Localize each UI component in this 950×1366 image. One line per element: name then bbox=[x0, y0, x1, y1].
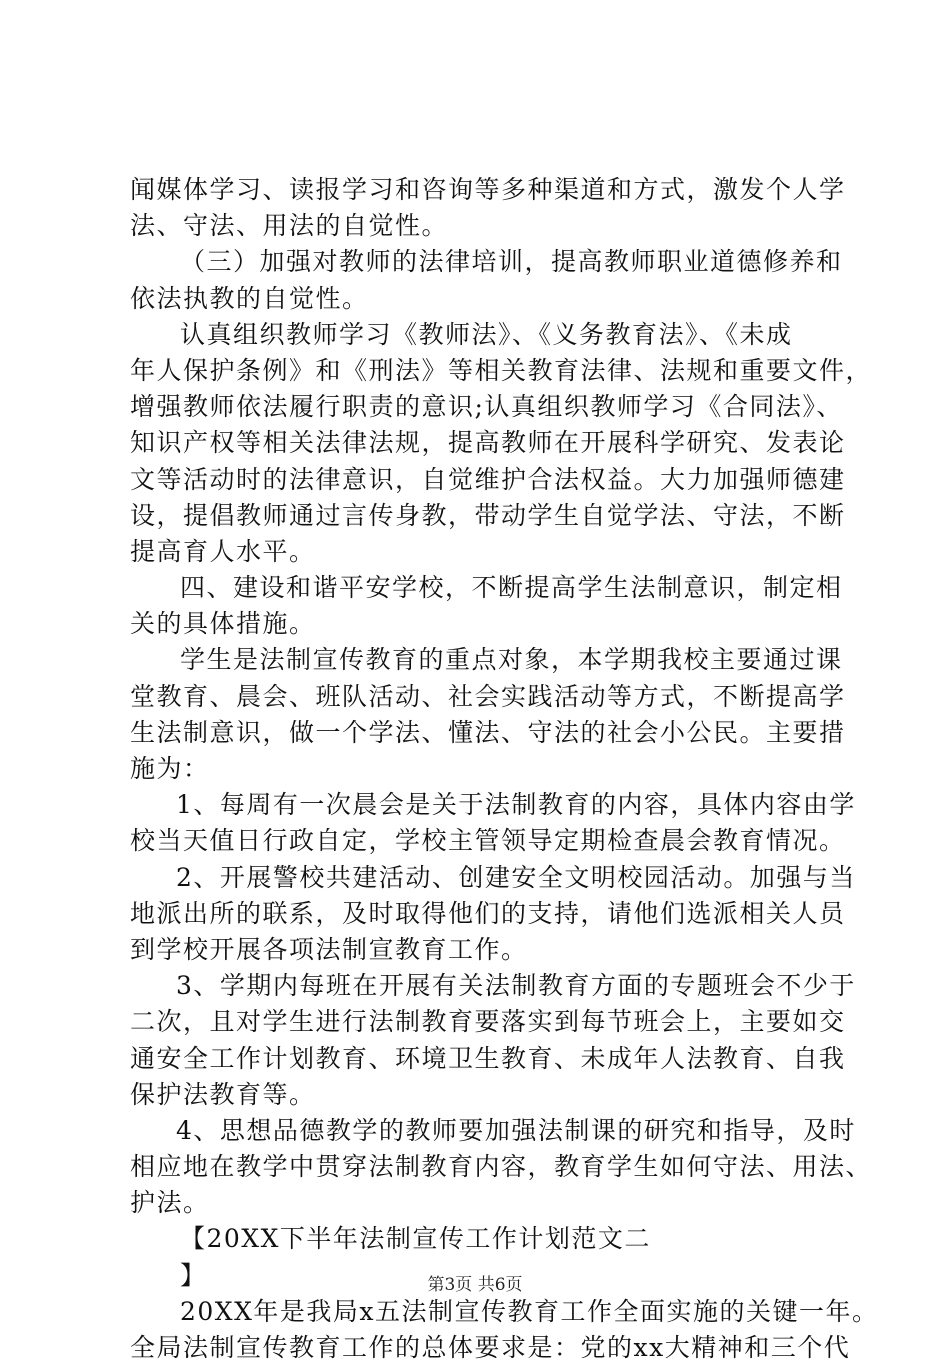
paragraph-start: 学生是法制宣传教育的重点对象，本学期我校主要通过课 bbox=[180, 645, 843, 675]
section-heading: 四、建设和谐平安学校，不断提高学生法制意识，制定相 bbox=[180, 573, 843, 603]
text-line: 生法制意识，做一个学法、懂法、守法的社会小公民。主要措 bbox=[130, 717, 846, 747]
text-line: 施为： bbox=[130, 754, 210, 783]
subtitle-heading-bracket: 】 bbox=[180, 1260, 207, 1290]
text-line: 保护法教育等。 bbox=[130, 1079, 316, 1109]
text-line: 闻媒体学习、读报学习和咨询等多种渠道和方式，激发个人学 bbox=[130, 175, 846, 204]
list-item: 2、开展警校共建活动、创建安全文明校园活动。加强与当 bbox=[176, 862, 856, 892]
list-item: 4、思想品德教学的教师要加强法制课的研究和指导，及时 bbox=[176, 1115, 856, 1145]
subtitle-heading: 【20XX下半年法制宣传工作计划范文二 bbox=[180, 1224, 651, 1254]
list-item: 1、每周有一次晨会是关于法制教育的内容，具体内容由学 bbox=[176, 790, 856, 820]
text-line: 年人保护条例》和《刑法》等相关教育法律、法规和重要文件， bbox=[130, 355, 873, 385]
text-line: 堂教育、晨会、班队活动、社会实践活动等方式，不断提高学 bbox=[130, 681, 846, 711]
text-line: 到学校开展各项法制宣教育工作。 bbox=[130, 934, 528, 964]
text-line: 知识产权等相关法律法规，提高教师在开展科学研究、发表论 bbox=[130, 428, 846, 458]
page-number-footer: 第3页 共6页 bbox=[427, 1275, 523, 1295]
text-line: 提高育人水平。 bbox=[130, 536, 316, 566]
text-line: 通安全工作计划教育、环境卫生教育、未成年人法教育、自我 bbox=[130, 1043, 846, 1073]
text-line: 法、守法、用法的自觉性。 bbox=[130, 211, 449, 241]
paragraph-start: 20XX年是我局x五法制宣传教育工作全面实施的关键一年。 bbox=[180, 1296, 879, 1326]
text-line: 增强教师依法履行职责的意识;认真组织教师学习《合同法》、 bbox=[130, 392, 843, 422]
list-item: 3、学期内每班在开展有关法制教育方面的专题班会不少于 bbox=[176, 971, 856, 1001]
document-body bbox=[130, 172, 879, 1366]
text-line: 关的具体措施。 bbox=[130, 609, 316, 639]
text-line: 依法执教的自觉性。 bbox=[130, 283, 369, 313]
text-line: 全局法制宣传教育工作的总体要求是：党的xx大精神和三个代 bbox=[130, 1333, 851, 1362]
text-line: 地派出所的联系，及时取得他们的支持，请他们选派相关人员 bbox=[130, 898, 846, 928]
text-line: 校当天值日行政自定，学校主管领导定期检查晨会教育情况。 bbox=[130, 826, 846, 856]
text-line: 护法。 bbox=[130, 1188, 210, 1218]
section-heading: （三）加强对教师的法律培训，提高教师职业道德修养和 bbox=[180, 247, 843, 277]
text-line: 文等活动时的法律意识，自觉维护合法权益。大力加强师德建 bbox=[130, 464, 846, 494]
text-line: 二次，且对学生进行法制教育要落实到每节班会上，主要如交 bbox=[130, 1007, 846, 1037]
paragraph-start: 认真组织教师学习《教师法》、《义务教育法》、《未成 bbox=[180, 319, 793, 349]
text-line: 相应地在教学中贯穿法制教育内容，教育学生如何守法、用法、 bbox=[130, 1152, 873, 1182]
text-line: 设，提倡教师通过言传身教，带动学生自觉学法、守法，不断 bbox=[130, 500, 846, 530]
